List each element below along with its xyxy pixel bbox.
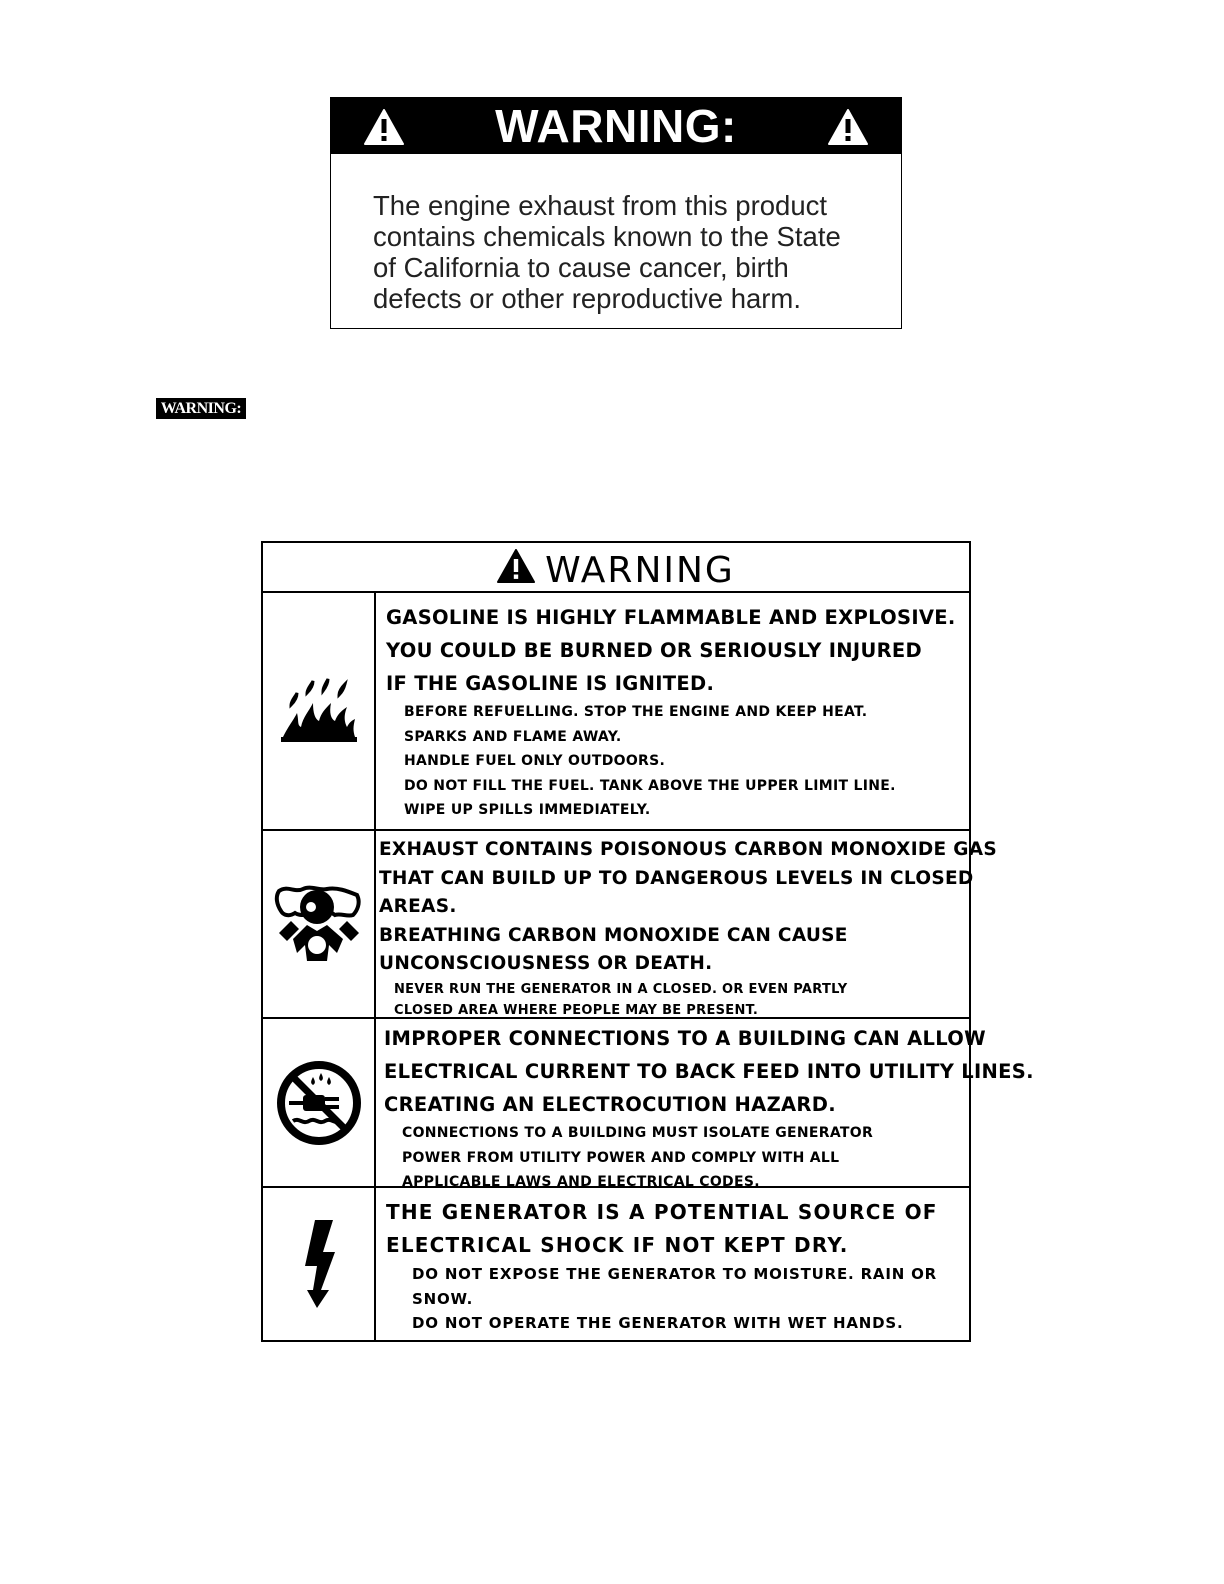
detail-line: CLOSED AREA WHERE PEOPLE MAY BE PRESENT. <box>394 1002 759 1018</box>
no-backfeed-icon <box>275 1059 363 1147</box>
small-warning-tag: WARNING: <box>156 398 246 419</box>
lightning-icon <box>297 1218 341 1310</box>
icon-cell <box>263 591 376 829</box>
toxic-gas-icon <box>273 881 365 967</box>
detail-line: SPARKS AND FLAME AWAY. <box>404 728 622 745</box>
warning-triangle-icon <box>363 108 405 146</box>
headline-line: IMPROPER CONNECTIONS TO A BUILDING CAN ALLOW <box>384 1027 986 1050</box>
generator-warning-label <box>261 541 1034 1342</box>
headline-line: BREATHING CARBON MONOXIDE CAN CAUSE <box>379 924 848 946</box>
headline-line: IF THE GASOLINE IS IGNITED. <box>386 672 715 695</box>
detail-line: BEFORE REFUELLING. STOP THE ENGINE AND KEEP HEAT. <box>404 704 868 720</box>
headline-line: CREATING AN ELECTROCUTION HAZARD. <box>384 1093 836 1116</box>
prop65-header <box>331 98 901 154</box>
icon-cell <box>263 831 376 1017</box>
label-title: WARNING <box>545 549 735 591</box>
headline-line: YOU COULD BE BURNED OR SERIOUSLY INJURED <box>386 639 923 662</box>
section-text <box>376 831 997 1018</box>
icon-cell <box>263 1019 376 1186</box>
prop65-title: WARNING: <box>495 100 737 152</box>
headline-line: GASOLINE IS HIGHLY FLAMMABLE AND EXPLOSIVE. <box>386 606 956 629</box>
prop65-text <box>373 190 893 314</box>
section-text <box>376 1019 1034 1190</box>
warning-section-electrical-shock <box>263 1188 969 1340</box>
detail-line: SNOW. <box>412 1289 474 1308</box>
headline-line: EXHAUST CONTAINS POISONOUS CARBON MONOXIDE GAS <box>379 839 997 860</box>
prop65-warning-box <box>330 97 902 329</box>
icon-cell <box>263 1188 376 1340</box>
headline-line: THAT CAN BUILD UP TO DANGEROUS LEVELS IN CLOSED <box>379 867 974 889</box>
headline-line: THE GENERATOR IS A POTENTIAL SOURCE OF <box>386 1200 938 1224</box>
label-header <box>263 543 969 593</box>
warning-section-carbon-monoxide <box>263 831 997 1019</box>
prop65-line: defects or other reproductive harm. <box>373 283 801 314</box>
detail-line: DO NOT FILL THE FUEL. TANK ABOVE THE UPPER LIMIT LINE. <box>404 777 896 794</box>
warning-triangle-icon <box>827 108 869 146</box>
section-text <box>376 1188 969 1340</box>
warning-triangle-icon <box>497 549 535 583</box>
detail-line: POWER FROM UTILITY POWER AND COMPLY WITH ALL <box>402 1149 840 1166</box>
section-text <box>376 591 969 829</box>
detail-line: APPLICABLE LAWS AND ELECTRICAL CODES. <box>402 1174 760 1190</box>
detail-line: DO NOT EXPOSE THE GENERATOR TO MOISTURE. RAIN OR <box>412 1265 937 1283</box>
detail-line: DO NOT OPERATE THE GENERATOR WITH WET HANDS. <box>412 1314 904 1332</box>
fire-icon <box>279 675 359 745</box>
headline-line: UNCONSCIOUSNESS OR DEATH. <box>379 953 713 974</box>
detail-line: NEVER RUN THE GENERATOR IN A CLOSED. OR EVEN PARTLY <box>394 981 848 997</box>
warning-section-backfeed <box>263 1019 1034 1190</box>
headline-line: ELECTRICAL CURRENT TO BACK FEED INTO UTILITY LINES. <box>384 1060 1034 1083</box>
prop65-line: The engine exhaust from this product <box>373 190 828 221</box>
prop65-line: contains chemicals known to the State <box>373 221 841 252</box>
headline-line: ELECTRICAL SHOCK IF NOT KEPT DRY. <box>386 1233 849 1257</box>
detail-line: CONNECTIONS TO A BUILDING MUST ISOLATE GENERATOR <box>402 1125 874 1141</box>
warning-section-gasoline <box>263 591 969 831</box>
prop65-line: of California to cause cancer, birth <box>373 252 789 283</box>
detail-line: WIPE UP SPILLS IMMEDIATELY. <box>404 802 651 818</box>
detail-line: HANDLE FUEL ONLY OUTDOORS. <box>404 753 666 769</box>
headline-line: AREAS. <box>379 896 457 917</box>
